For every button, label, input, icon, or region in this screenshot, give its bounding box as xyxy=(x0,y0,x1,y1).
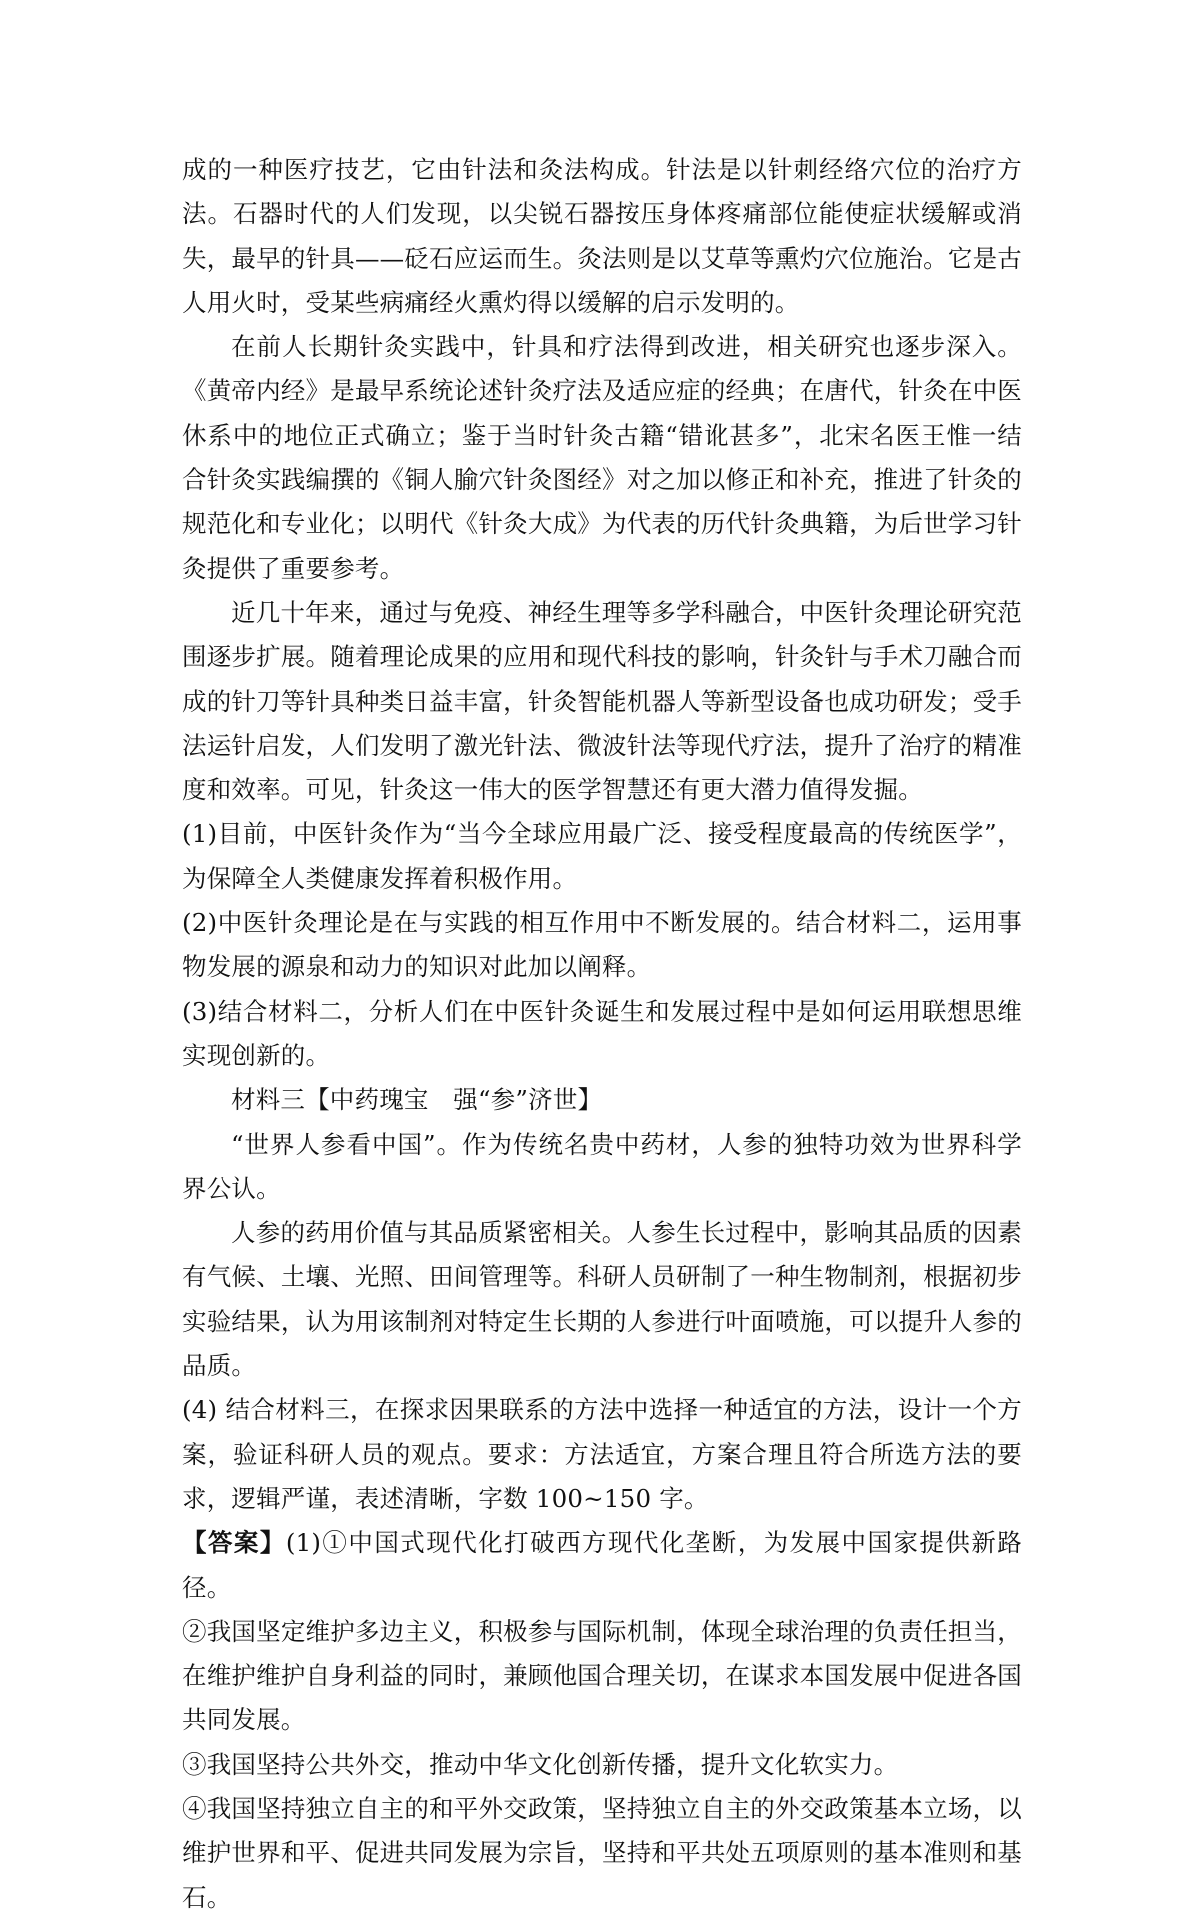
document-page xyxy=(182,148,1022,1920)
question-4: (4) 结合材料三，在探求因果联系的方法中选择一种适宜的方法，设计一个方案，验证科研人员的观点。要求：方法适宜，方案合理且符合所选方法的要求，逻辑严谨，表述清晰，字数 100~150 字。 xyxy=(182,1395,1022,1513)
answer-1-text: (1)①中国式现代化打破西方现代化垄断，为发展中国家提供新路径。 xyxy=(182,1528,1022,1602)
material-three-paragraph-1: “世界人参看中国”。作为传统名贵中药材，人参的独特功效为世界科学界公认。 xyxy=(182,1129,1022,1203)
answer-label: 【答案】 xyxy=(182,1528,286,1558)
material-two-paragraph-3: 近几十年来，通过与免疫、神经生理等多学科融合，中医针灸理论研究范围逐步扩展。随着理论成果的应用和现代科技的影响，针灸针与手术刀融合而成的针刀等针具种类日益丰富，针灸智能机器人等新型设备也成功研发；受手法运针启发，人们发明了激光针法、微波针法等现代疗法，提升了治疗的精准度和效率。可见，针灸这一伟大的医学智慧还有更大潜力值得发掘。 xyxy=(182,597,1022,805)
answer-3: ③我国坚持公共外交，推动中华文化创新传播，提升文化软实力。 xyxy=(182,1749,899,1779)
answer-1 xyxy=(182,1521,1022,1610)
question-3: (3)结合材料二，分析人们在中医针灸诞生和发展过程中是如何运用联想思维实现创新的。 xyxy=(182,996,1022,1070)
answer-4: ④我国坚持独立自主的和平外交政策，坚持独立自主的外交政策基本立场，以维护世界和平、促进共同发展为宗旨，坚持和平共处五项原则的基本准则和基石。 xyxy=(182,1793,1022,1912)
material-three-title: 材料三【中药瑰宝 强“参”济世】 xyxy=(231,1085,603,1115)
material-three-paragraph-2: 人参的药用价值与其品质紧密相关。人参生长过程中，影响其品质的因素有气候、土壤、光照、田间管理等。科研人员研制了一种生物制剂，根据初步实验结果，认为用该制剂对特定生长期的人参进行叶面喷施，可以提升人参的品质。 xyxy=(182,1218,1022,1381)
material-two-paragraph-1: 成的一种医疗技艺，它由针法和灸法构成。针法是以针刺经络穴位的治疗方法。石器时代的人们发现，以尖锐石器按压身体疼痛部位能使症状缓解或消失，最早的针具——砭石应运而生。灸法则是以艾草等熏灼穴位施治。它是古人用火时，受某些病痛经火熏灼得以缓解的启示发明的。 xyxy=(182,155,1022,317)
question-1: (1)目前，中医针灸作为“当今全球应用最广泛、接受程度最高的传统医学”，为保障全人类健康发挥着积极作用。 xyxy=(182,819,1022,893)
answer-2: ②我国坚定维护多边主义，积极参与国际机制，体现全球治理的负责任担当，在维护维护自身利益的同时，兼顾他国合理关切，在谋求本国发展中促进各国共同发展。 xyxy=(182,1616,1022,1735)
question-2: (2)中医针灸理论是在与实践的相互作用中不断发展的。结合材料二，运用事物发展的源泉和动力的知识对此加以阐释。 xyxy=(182,908,1022,982)
material-two-paragraph-2: 在前人长期针灸实践中，针具和疗法得到改进，相关研究也逐步深入。《黄帝内经》是最早系统论述针灸疗法及适应症的经典；在唐代，针灸在中医休系中的地位正式确立；鉴于当时针灸古籍“错讹甚多”，北宋名医王惟一结合针灸实践编撰的《铜人腧穴针灸图经》对之加以修正和补充，推进了针灸的规范化和专业化；以明代《针灸大成》为代表的历代针灸典籍，为后世学习针灸提供了重要参考。 xyxy=(182,332,1022,583)
